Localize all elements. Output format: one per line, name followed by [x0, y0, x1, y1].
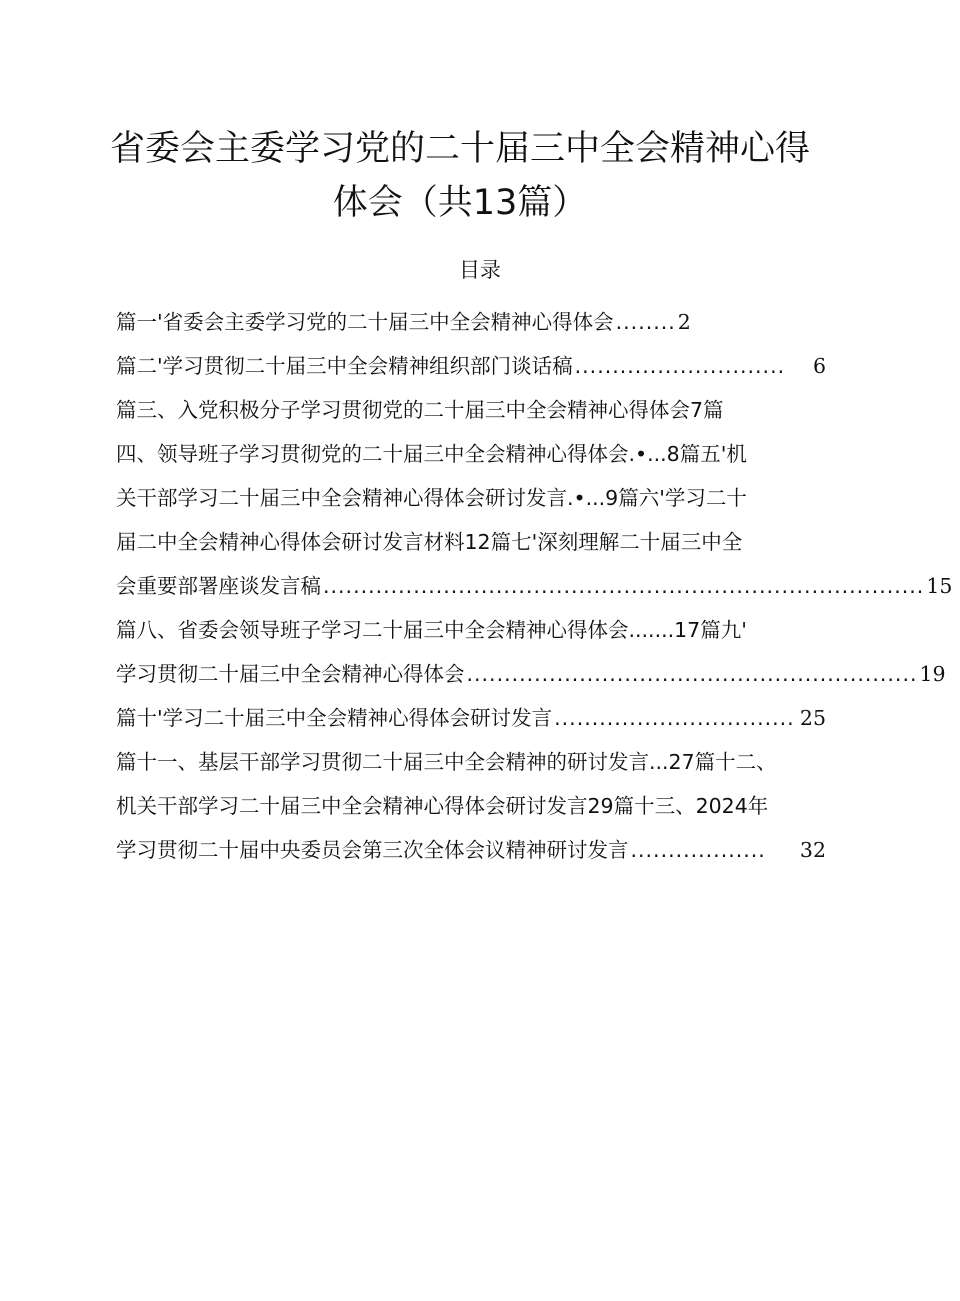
- toc-line[interactable]: [116, 696, 826, 740]
- toc-entry-text: 篇十'学习二十届三中全会精神心得体会研讨发言: [116, 706, 553, 730]
- toc-page-number: 19: [919, 662, 946, 686]
- toc-line[interactable]: [116, 432, 826, 476]
- toc-leader-dots: ................................: [554, 706, 795, 730]
- toc-leader-dots: ............................................................: [466, 662, 918, 686]
- toc-line[interactable]: [116, 828, 826, 872]
- toc-entry-text: 关干部学习二十届三中全会精神心得体会研讨发言.•...9篇六'学习二十: [116, 486, 747, 510]
- toc-line[interactable]: [116, 784, 826, 828]
- toc-line[interactable]: [116, 476, 826, 520]
- toc-entry-text: 篇十一、基层干部学习贯彻二十届三中全会精神的研讨发言...27篇十二、: [116, 750, 777, 774]
- toc-entry-text: 学习贯彻二十届中央委员会第三次全体会议精神研讨发言: [116, 838, 629, 862]
- toc-line[interactable]: [116, 300, 826, 344]
- toc-page-number: 32: [799, 838, 826, 862]
- toc-leader-dots: ..................: [630, 838, 766, 862]
- title-line-2: 体会（共13篇）: [332, 183, 588, 223]
- toc-leader-dots: ........: [615, 310, 676, 334]
- toc-entry-text: 学习贯彻二十届三中全会精神心得体会: [116, 662, 465, 686]
- toc-line[interactable]: [116, 564, 953, 608]
- document-title: [80, 122, 840, 230]
- toc-heading: 目录: [459, 258, 501, 282]
- toc-line[interactable]: [116, 608, 826, 652]
- toc-entry-text: 篇一'省委会主委学习党的二十届三中全会精神心得体会: [116, 310, 614, 334]
- toc-line[interactable]: [116, 652, 946, 696]
- toc-entry-text: 会重要部署座谈发言稿: [116, 574, 321, 598]
- toc-entry-text: 机关干部学习二十届三中全会精神心得体会研讨发言29篇十三、2024年: [116, 794, 769, 818]
- toc-entry-text: 四、领导班子学习贯彻党的二十届三中全会精神心得体会.•...8篇五'机: [116, 442, 747, 466]
- toc-leader-dots: ............................: [574, 354, 786, 378]
- toc-line[interactable]: [116, 520, 826, 564]
- toc-entry-text: 篇三、入党积极分子学习贯彻党的二十届三中全会精神心得体会7篇: [116, 398, 724, 422]
- toc-page-number: 2: [677, 310, 691, 334]
- title-line-1: 省委会主委学习党的二十届三中全会精神心得: [109, 129, 810, 169]
- toc-line[interactable]: [116, 344, 826, 388]
- toc-entry-text: 篇八、省委会领导班子学习二十届三中全会精神心得体会.......17篇九': [116, 618, 747, 642]
- toc-line[interactable]: [116, 740, 826, 784]
- toc-leader-dots: ................................................................................: [323, 574, 925, 598]
- toc-page-number: 6: [812, 354, 826, 378]
- toc-page-number: 15: [926, 574, 953, 598]
- toc-entry-text: 篇二'学习贯彻二十届三中全会精神组织部门谈话稿: [116, 354, 573, 378]
- toc-entry-text: 届二中全会精神心得体会研讨发言材料12篇七'深刻理解二十届三中全: [116, 530, 743, 554]
- toc-line[interactable]: [116, 388, 826, 432]
- toc-page-number: 25: [799, 706, 826, 730]
- table-of-contents: [116, 300, 953, 872]
